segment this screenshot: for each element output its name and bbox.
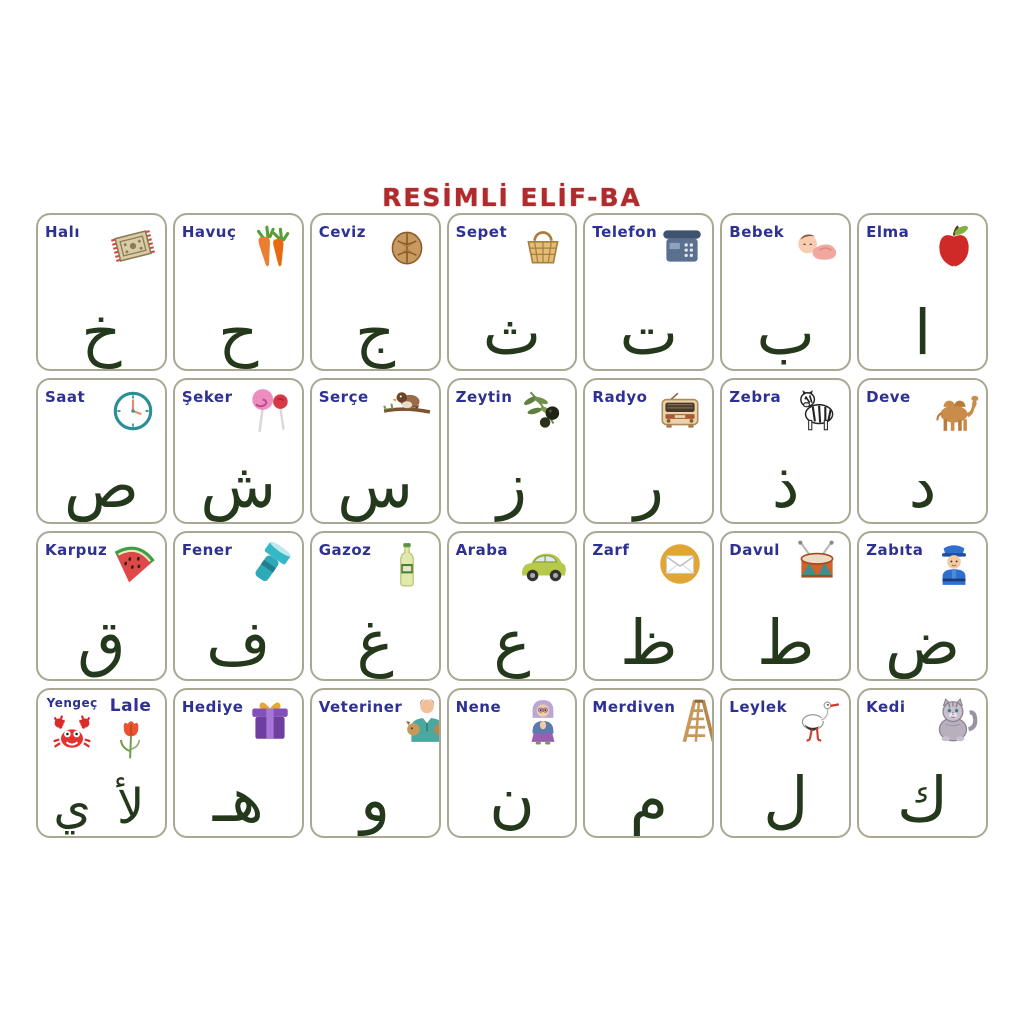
card-letter: لأ xyxy=(116,778,145,835)
card-header xyxy=(319,221,432,271)
card-letter: خ xyxy=(81,295,122,369)
poster-title: RESİMLİ ELİF-BA xyxy=(382,183,642,212)
olive-icon xyxy=(518,386,568,436)
flashcard-zabıta xyxy=(857,531,988,681)
flashcard-zebra xyxy=(720,378,851,524)
soda-bottle-icon xyxy=(382,539,432,589)
flashcard-nene xyxy=(447,688,578,838)
card-header xyxy=(729,696,842,746)
card-header xyxy=(45,221,158,271)
card-word: Halı xyxy=(45,223,80,241)
card-header xyxy=(866,539,979,589)
flashcard-sepet xyxy=(447,213,578,371)
card-header xyxy=(592,696,705,746)
card-header xyxy=(456,539,569,589)
card-letter: م xyxy=(629,762,669,836)
card-header xyxy=(182,539,295,589)
card-word: Veteriner xyxy=(318,698,403,716)
card-word: Kedi xyxy=(866,698,906,716)
carrot-icon xyxy=(245,221,295,271)
card-letter: ج xyxy=(355,295,396,369)
card-header xyxy=(319,696,432,746)
card-letter: ث xyxy=(482,295,542,369)
flashcard-radyo xyxy=(583,378,714,524)
card-word: Fener xyxy=(181,541,233,559)
veterinarian-icon xyxy=(402,696,440,746)
card-header xyxy=(319,539,432,589)
flashcard-şeker xyxy=(173,378,304,524)
card-grid xyxy=(36,213,988,838)
flashcard-davul xyxy=(720,531,851,681)
card-header xyxy=(45,386,158,436)
card-word: Ceviz xyxy=(318,223,367,241)
card-word: Bebek xyxy=(729,223,785,241)
card-letter: ل xyxy=(763,762,809,836)
card-letter: ظ xyxy=(620,605,678,679)
sparrow-icon xyxy=(382,386,432,436)
card-header xyxy=(866,221,979,271)
card-word: Zeytin xyxy=(455,388,513,406)
card-word: Havuç xyxy=(181,223,237,241)
card-word: Radyo xyxy=(592,388,648,406)
flashlight-icon xyxy=(245,539,295,589)
flashcard-havuç xyxy=(173,213,304,371)
camel-icon xyxy=(929,386,979,436)
card-letter: ص xyxy=(63,448,139,522)
card-header xyxy=(866,386,979,436)
tulip-icon xyxy=(109,718,153,762)
card-header xyxy=(729,386,842,436)
card-letter: ذ xyxy=(771,448,800,522)
cat-icon xyxy=(929,696,979,746)
flashcard-araba xyxy=(447,531,578,681)
card-letter: ن xyxy=(489,762,535,836)
card-word: Nene xyxy=(455,698,502,716)
flashcard-serçe xyxy=(310,378,441,524)
card-header xyxy=(182,221,295,271)
card-letter: ض xyxy=(885,605,961,679)
card-word: Gazoz xyxy=(318,541,372,559)
card-word: Şeker xyxy=(181,388,233,406)
card-word: Elma xyxy=(866,223,910,241)
flashcard-saat xyxy=(36,378,167,524)
card-letter: د xyxy=(908,448,937,522)
carpet-icon xyxy=(108,221,158,271)
flashcard-halı xyxy=(36,213,167,371)
card-word: Zabıta xyxy=(866,541,924,559)
card-word: Serçe xyxy=(318,388,369,406)
card-word: Davul xyxy=(729,541,780,559)
card-word: Lale xyxy=(109,696,152,716)
flashcard-fener xyxy=(173,531,304,681)
card-letter: ا xyxy=(913,295,932,369)
flashcard-zeytin xyxy=(447,378,578,524)
walnut-icon xyxy=(382,221,432,271)
card-letter: ز xyxy=(497,448,527,522)
flashcard-gazoz xyxy=(310,531,441,681)
card-header xyxy=(182,386,295,436)
crab-icon xyxy=(50,712,94,756)
flashcard-elma xyxy=(857,213,988,371)
flashcard-bebek xyxy=(720,213,851,371)
watermelon-icon xyxy=(108,539,158,589)
card-word: Deve xyxy=(866,388,911,406)
card-header xyxy=(182,696,295,746)
card-letter: هـ xyxy=(212,762,264,836)
flashcard-sub xyxy=(101,694,159,835)
card-letter: ي xyxy=(53,778,91,835)
card-letter: ع xyxy=(493,605,531,679)
flashcard-kedi xyxy=(857,688,988,838)
card-word: Hediye xyxy=(181,698,244,716)
card-word: Yengeç xyxy=(46,696,98,710)
card-header xyxy=(592,539,705,589)
card-letter: ر xyxy=(633,448,664,522)
zebra-icon xyxy=(792,386,842,436)
police-officer-icon xyxy=(929,539,979,589)
card-word: Sepet xyxy=(455,223,508,241)
flashcard-sub xyxy=(43,694,101,835)
flashcard-veteriner xyxy=(310,688,441,838)
flashcard-karpuz xyxy=(36,531,167,681)
flashcard-leylek xyxy=(720,688,851,838)
card-header xyxy=(45,539,158,589)
basket-icon xyxy=(518,221,568,271)
ladder-icon xyxy=(675,696,714,746)
drum-icon xyxy=(792,539,842,589)
flashcard-zarf xyxy=(583,531,714,681)
card-word: Saat xyxy=(45,388,86,406)
car-icon xyxy=(518,539,568,589)
telephone-icon xyxy=(657,221,707,271)
card-header xyxy=(456,696,569,746)
card-letter: ت xyxy=(619,295,679,369)
card-header xyxy=(456,221,569,271)
grandmother-icon xyxy=(518,696,568,746)
card-header xyxy=(319,386,432,436)
card-word: Zarf xyxy=(592,541,630,559)
envelope-icon xyxy=(655,539,705,589)
flashcard-merdiven xyxy=(583,688,714,838)
card-header xyxy=(592,221,705,271)
card-letter: ق xyxy=(77,605,126,679)
card-word: Araba xyxy=(455,541,509,559)
radio-icon xyxy=(655,386,705,436)
card-header xyxy=(729,539,842,589)
card-word: Karpuz xyxy=(45,541,108,559)
card-word: Merdiven xyxy=(592,698,676,716)
card-word: Telefon xyxy=(592,223,658,241)
clock-icon xyxy=(108,386,158,436)
baby-icon xyxy=(792,221,842,271)
card-word: Zebra xyxy=(729,388,782,406)
card-letter: ب xyxy=(756,295,815,369)
lollipop-icon xyxy=(245,386,295,436)
flashcard-deve xyxy=(857,378,988,524)
card-letter: س xyxy=(337,448,413,522)
card-letter: ح xyxy=(218,295,259,369)
card-letter: ط xyxy=(757,605,815,679)
card-letter: و xyxy=(360,762,391,836)
card-header xyxy=(729,221,842,271)
card-letter: ك xyxy=(897,762,949,836)
stork-icon xyxy=(792,696,842,746)
flashcard-ceviz xyxy=(310,213,441,371)
flashcard-telefon xyxy=(583,213,714,371)
card-header xyxy=(592,386,705,436)
card-letter: ف xyxy=(206,605,271,679)
flashcard-hediye xyxy=(173,688,304,838)
card-header xyxy=(456,386,569,436)
card-header xyxy=(866,696,979,746)
apple-icon xyxy=(929,221,979,271)
card-letter: ش xyxy=(200,448,277,522)
card-word: Leylek xyxy=(729,698,788,716)
card-letter: غ xyxy=(356,605,394,679)
gift-icon xyxy=(245,696,295,746)
flashcard-yengeç-lale xyxy=(36,688,167,838)
